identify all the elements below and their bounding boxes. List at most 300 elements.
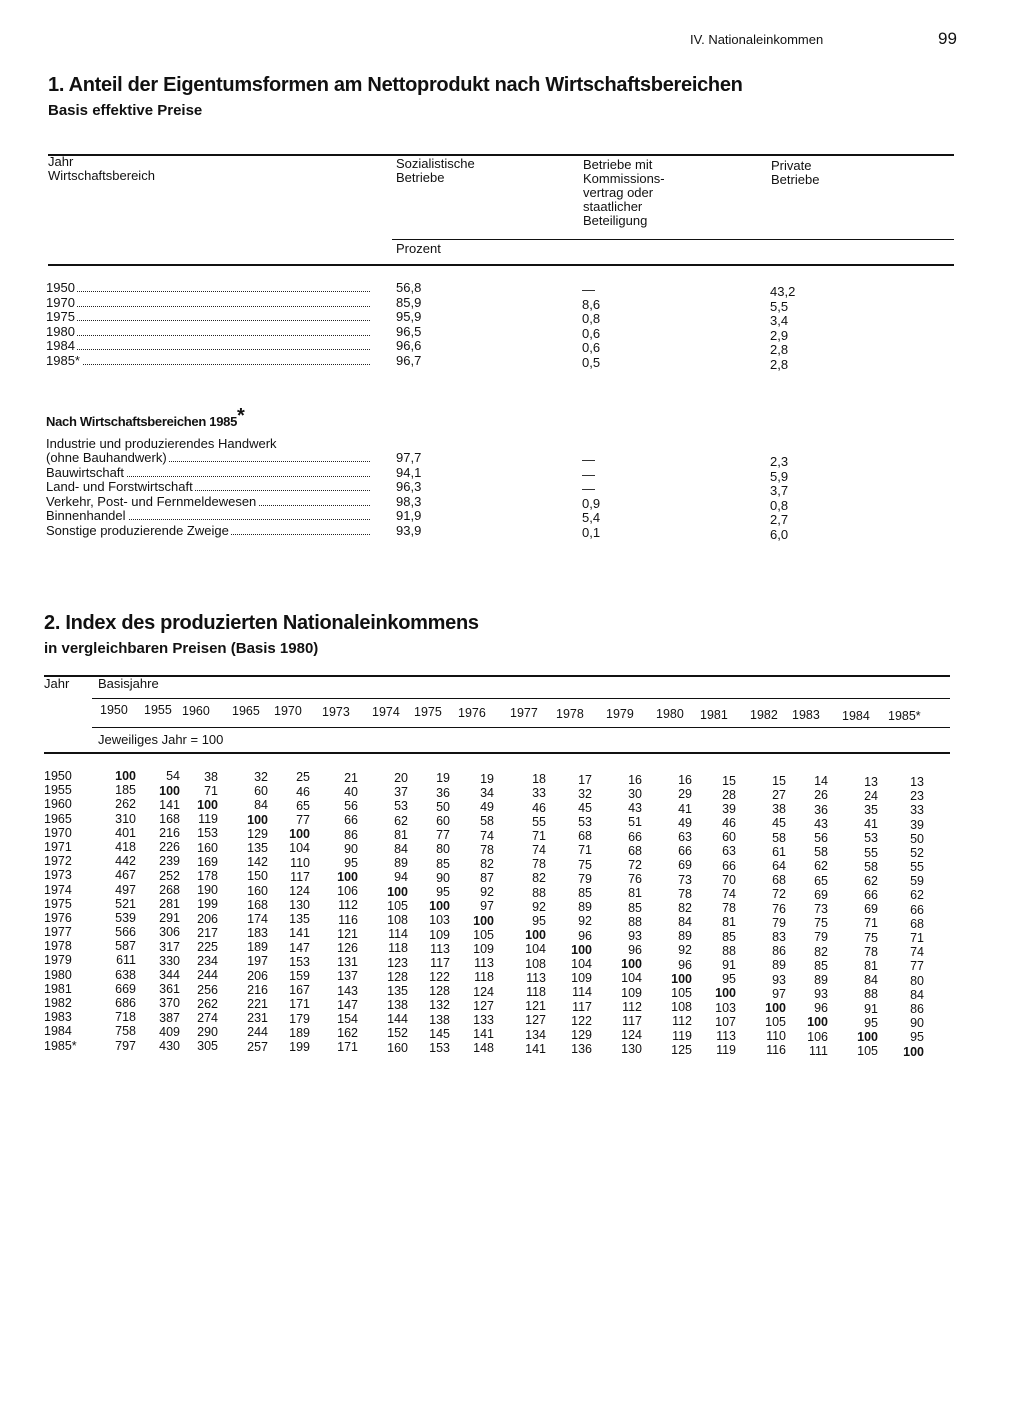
row-year: 1977 bbox=[44, 925, 72, 940]
index-cell: 73 bbox=[678, 872, 692, 887]
cell-c3: 6,0 bbox=[770, 527, 789, 542]
index-cell: 66 bbox=[864, 888, 878, 903]
index-cell: 122 bbox=[571, 1013, 592, 1028]
index-cell: 758 bbox=[115, 1024, 136, 1039]
index-cell: 113 bbox=[430, 941, 450, 956]
index-cell: 100 bbox=[807, 1015, 828, 1030]
row-year: 1975 bbox=[44, 896, 72, 911]
cell-c3: 3,7 bbox=[770, 483, 789, 499]
index-cell: 19 bbox=[480, 771, 494, 786]
index-cell: 171 bbox=[289, 997, 310, 1012]
cell-c1: 96,7 bbox=[396, 353, 422, 368]
row-label: Land- und Forstwirtschaft bbox=[46, 479, 193, 495]
index-cell: 110 bbox=[766, 1029, 786, 1044]
table2-unit: Jeweiliges Jahr = 100 bbox=[98, 732, 224, 747]
base-year-header: 1965 bbox=[232, 704, 260, 718]
index-cell: 84 bbox=[910, 987, 924, 1002]
index-cell: 147 bbox=[337, 997, 358, 1012]
table2-baseyear-rule bbox=[92, 727, 950, 728]
index-cell: 306 bbox=[159, 925, 180, 940]
index-cell: 86 bbox=[344, 827, 358, 842]
page-number: 99 bbox=[938, 29, 957, 48]
index-cell: 521 bbox=[115, 896, 136, 911]
index-cell: 103 bbox=[715, 1000, 736, 1015]
index-cell: 78 bbox=[532, 857, 546, 872]
row-year: 1965 bbox=[44, 811, 72, 826]
row-label: Verkehr, Post- und Fernmeldewesen bbox=[46, 493, 257, 509]
index-cell: 141 bbox=[473, 1027, 494, 1042]
index-cell: 38 bbox=[772, 802, 786, 817]
index-cell: 134 bbox=[525, 1027, 546, 1042]
index-cell: 256 bbox=[197, 982, 218, 997]
index-cell: 32 bbox=[254, 770, 268, 785]
index-cell: 97 bbox=[480, 899, 494, 914]
index-cell: 117 bbox=[572, 999, 592, 1014]
base-year-header: 1955 bbox=[144, 703, 172, 717]
cell-c2: 0,9 bbox=[582, 495, 601, 511]
index-cell: 330 bbox=[159, 953, 180, 968]
index-cell: 33 bbox=[910, 803, 924, 818]
index-cell: 109 bbox=[571, 971, 592, 986]
table2-group-rule bbox=[92, 698, 950, 699]
cell-c1: 91,9 bbox=[396, 508, 422, 524]
index-cell: 43 bbox=[628, 801, 642, 816]
cell-c2: 0,8 bbox=[582, 311, 601, 327]
row-year: 1983 bbox=[44, 1010, 72, 1025]
index-cell: 185 bbox=[115, 783, 136, 798]
index-cell: 141 bbox=[159, 797, 180, 812]
index-cell: 123 bbox=[387, 955, 408, 970]
index-cell: 71 bbox=[910, 931, 924, 945]
index-cell: 27 bbox=[772, 788, 786, 803]
cell-c1: 96,5 bbox=[396, 323, 422, 339]
cell-c2: — bbox=[582, 466, 595, 482]
index-cell: 113 bbox=[474, 956, 494, 971]
index-cell: 226 bbox=[159, 840, 180, 855]
index-cell: 73 bbox=[814, 901, 828, 916]
index-cell: 118 bbox=[388, 941, 408, 956]
index-cell: 56 bbox=[814, 831, 828, 845]
row-year: 1984 bbox=[44, 1024, 72, 1039]
table2-row bbox=[44, 1038, 964, 1059]
index-cell: 74 bbox=[532, 843, 546, 858]
index-cell: 78 bbox=[722, 901, 736, 916]
base-year-header: 1980 bbox=[656, 707, 684, 721]
table1-header-bottom-rule bbox=[48, 264, 954, 266]
index-cell: 244 bbox=[197, 968, 218, 983]
index-cell: 409 bbox=[159, 1024, 180, 1039]
index-cell: 68 bbox=[910, 916, 924, 931]
index-cell: 76 bbox=[628, 872, 642, 887]
index-cell: 81 bbox=[628, 886, 642, 901]
row-year: 1978 bbox=[44, 939, 72, 954]
index-cell: 119 bbox=[198, 812, 218, 827]
index-cell: 34 bbox=[480, 785, 494, 800]
index-cell: 317 bbox=[159, 939, 180, 954]
index-cell: 85 bbox=[722, 929, 736, 944]
index-cell: 68 bbox=[772, 873, 786, 888]
cell-c1: 98,3 bbox=[396, 493, 422, 509]
index-cell: 50 bbox=[436, 799, 450, 814]
index-cell: 82 bbox=[480, 856, 494, 871]
index-cell: 86 bbox=[772, 944, 786, 959]
index-cell: 66 bbox=[344, 813, 358, 828]
cell-c3: 3,4 bbox=[770, 313, 789, 329]
row-year: 1976 bbox=[44, 910, 72, 925]
index-cell: 23 bbox=[910, 789, 924, 804]
base-year-header: 1950 bbox=[100, 703, 128, 717]
cell-c1: 96,6 bbox=[396, 338, 422, 354]
table2-row bbox=[44, 839, 964, 860]
index-cell: 183 bbox=[247, 926, 268, 941]
index-cell: 16 bbox=[628, 772, 642, 787]
cell-c3: 2,9 bbox=[770, 327, 789, 343]
table2-row bbox=[44, 996, 964, 1016]
index-cell: 26 bbox=[814, 788, 828, 803]
index-cell: 611 bbox=[116, 953, 136, 968]
index-cell: 100 bbox=[671, 971, 692, 986]
table2-group-header: Basisjahre bbox=[98, 676, 159, 691]
cell-c2: 0,5 bbox=[582, 355, 601, 370]
table1-sector-first-line: Industrie und produzierendes Handwerk bbox=[46, 436, 277, 451]
table1-sector-heading bbox=[46, 405, 245, 432]
index-cell: 129 bbox=[247, 826, 268, 841]
cell-c3: 2,8 bbox=[770, 342, 789, 358]
cell-c1: 56,8 bbox=[396, 280, 422, 295]
index-cell: 221 bbox=[247, 997, 268, 1012]
index-cell: 20 bbox=[394, 771, 408, 786]
index-cell: 66 bbox=[628, 829, 642, 844]
index-cell: 100 bbox=[387, 884, 408, 899]
index-cell: 124 bbox=[473, 984, 494, 999]
table2-row bbox=[44, 925, 964, 945]
index-cell: 15 bbox=[772, 773, 786, 788]
index-cell: 252 bbox=[159, 868, 180, 883]
index-cell: 93 bbox=[772, 972, 786, 987]
index-cell: 84 bbox=[864, 973, 878, 988]
cell-c2: — bbox=[582, 282, 595, 297]
index-cell: 43 bbox=[814, 816, 828, 831]
index-cell: 206 bbox=[197, 911, 218, 926]
index-cell: 401 bbox=[115, 825, 136, 840]
index-cell: 141 bbox=[289, 926, 310, 941]
index-cell: 50 bbox=[910, 831, 924, 846]
table1-col-kommission: Betriebe mit Kommissions- vertrag oder staatlicher Beteiligung bbox=[583, 157, 665, 228]
index-cell: 111 bbox=[808, 1043, 828, 1058]
index-cell: 71 bbox=[532, 828, 546, 843]
table2-row bbox=[44, 797, 964, 818]
index-cell: 244 bbox=[247, 1025, 268, 1040]
index-cell: 95 bbox=[532, 914, 546, 929]
index-cell: 36 bbox=[436, 785, 450, 800]
index-cell: 77 bbox=[436, 828, 450, 843]
row-year: 1955 bbox=[44, 783, 72, 798]
index-cell: 147 bbox=[289, 940, 310, 955]
row-label: 1980 bbox=[46, 323, 75, 339]
index-cell: 135 bbox=[289, 912, 310, 927]
index-cell: 46 bbox=[722, 816, 736, 831]
index-cell: 105 bbox=[857, 1044, 878, 1059]
index-cell: 100 bbox=[903, 1044, 924, 1059]
index-cell: 216 bbox=[159, 826, 180, 841]
base-year-header: 1960 bbox=[182, 704, 210, 718]
index-cell: 55 bbox=[532, 814, 546, 829]
index-cell: 216 bbox=[247, 982, 268, 997]
index-cell: 142 bbox=[247, 855, 268, 870]
index-cell: 108 bbox=[525, 956, 546, 971]
index-cell: 75 bbox=[814, 916, 828, 931]
index-cell: 53 bbox=[864, 831, 878, 846]
index-cell: 128 bbox=[387, 969, 408, 984]
index-cell: 100 bbox=[857, 1029, 878, 1044]
table2-row bbox=[44, 811, 964, 832]
index-cell: 96 bbox=[678, 957, 692, 972]
table2-row bbox=[44, 967, 964, 988]
index-cell: 103 bbox=[429, 913, 450, 928]
index-cell: 110 bbox=[290, 855, 310, 870]
cell-c3: 2,3 bbox=[770, 454, 789, 469]
table2-row bbox=[44, 896, 964, 917]
index-cell: 51 bbox=[628, 815, 642, 830]
index-cell: 121 bbox=[525, 999, 546, 1014]
index-cell: 138 bbox=[429, 1012, 450, 1027]
index-cell: 129 bbox=[571, 1027, 592, 1042]
index-cell: 100 bbox=[571, 942, 592, 957]
index-cell: 90 bbox=[344, 841, 358, 856]
index-cell: 112 bbox=[672, 1014, 692, 1029]
index-cell: 29 bbox=[678, 787, 692, 802]
index-cell: 105 bbox=[765, 1015, 786, 1030]
index-cell: 136 bbox=[571, 1042, 592, 1057]
cell-c1: 95,9 bbox=[396, 309, 422, 325]
index-cell: 168 bbox=[247, 897, 268, 912]
dot-leader bbox=[46, 354, 370, 365]
cell-c3: 5,9 bbox=[770, 468, 789, 484]
table2-row bbox=[44, 981, 964, 1002]
index-cell: 137 bbox=[337, 969, 358, 984]
row-year: 1981 bbox=[44, 981, 72, 996]
index-cell: 58 bbox=[864, 859, 878, 874]
index-cell: 71 bbox=[204, 783, 218, 798]
index-cell: 74 bbox=[910, 945, 924, 960]
index-cell: 467 bbox=[115, 868, 136, 883]
index-cell: 81 bbox=[722, 915, 736, 930]
row-year: 1972 bbox=[44, 854, 72, 869]
table2-row bbox=[44, 825, 964, 846]
row-year: 1971 bbox=[44, 839, 72, 854]
index-cell: 114 bbox=[572, 985, 592, 1000]
index-cell: 69 bbox=[814, 887, 828, 902]
index-cell: 150 bbox=[247, 869, 268, 884]
table2-row bbox=[44, 854, 964, 875]
index-cell: 497 bbox=[115, 882, 136, 897]
index-cell: 112 bbox=[338, 898, 358, 913]
index-cell: 79 bbox=[814, 930, 828, 945]
index-cell: 153 bbox=[197, 826, 218, 841]
index-cell: 96 bbox=[814, 1001, 828, 1016]
index-cell: 78 bbox=[480, 842, 494, 857]
index-cell: 130 bbox=[621, 1042, 642, 1057]
cell-c3: 5,5 bbox=[770, 298, 789, 314]
index-cell: 162 bbox=[337, 1026, 358, 1041]
index-cell: 225 bbox=[197, 939, 218, 954]
index-cell: 566 bbox=[115, 925, 136, 940]
index-cell: 37 bbox=[394, 785, 408, 800]
index-cell: 77 bbox=[910, 959, 924, 974]
index-cell: 130 bbox=[289, 898, 310, 913]
index-cell: 63 bbox=[722, 844, 736, 859]
index-cell: 64 bbox=[772, 859, 786, 874]
index-cell: 387 bbox=[159, 1010, 180, 1025]
index-cell: 106 bbox=[807, 1029, 828, 1044]
index-cell: 41 bbox=[678, 801, 692, 816]
cell-c2: 0,1 bbox=[582, 525, 601, 540]
index-cell: 62 bbox=[864, 873, 878, 888]
cell-c2: 0,6 bbox=[582, 340, 601, 356]
index-cell: 121 bbox=[337, 926, 358, 941]
index-cell: 93 bbox=[628, 928, 642, 943]
index-cell: 62 bbox=[814, 859, 828, 874]
index-cell: 95 bbox=[722, 972, 736, 987]
index-cell: 52 bbox=[910, 845, 924, 860]
index-cell: 100 bbox=[115, 769, 136, 783]
index-cell: 104 bbox=[289, 841, 310, 856]
index-cell: 109 bbox=[621, 985, 642, 1000]
index-cell: 89 bbox=[394, 856, 408, 871]
row-label: Bauwirtschaft bbox=[46, 464, 125, 480]
index-cell: 160 bbox=[247, 883, 268, 898]
index-cell: 587 bbox=[115, 939, 136, 954]
row-year: 1979 bbox=[44, 953, 72, 968]
table2-row bbox=[44, 769, 964, 789]
index-cell: 686 bbox=[115, 996, 136, 1010]
index-cell: 119 bbox=[672, 1028, 692, 1043]
index-cell: 18 bbox=[532, 772, 546, 787]
index-cell: 154 bbox=[337, 1011, 358, 1026]
index-cell: 189 bbox=[289, 1025, 310, 1040]
index-cell: 159 bbox=[289, 969, 310, 984]
index-cell: 71 bbox=[578, 843, 592, 858]
index-cell: 152 bbox=[387, 1026, 408, 1041]
index-cell: 66 bbox=[910, 902, 924, 917]
index-cell: 76 bbox=[772, 901, 786, 916]
index-cell: 85 bbox=[628, 900, 642, 915]
index-cell: 281 bbox=[159, 897, 180, 912]
index-cell: 128 bbox=[429, 984, 450, 999]
index-cell: 82 bbox=[814, 944, 828, 959]
index-cell: 190 bbox=[197, 883, 218, 898]
index-cell: 117 bbox=[290, 869, 310, 884]
index-cell: 262 bbox=[197, 996, 218, 1011]
index-cell: 81 bbox=[394, 827, 408, 842]
index-cell: 46 bbox=[296, 784, 310, 799]
row-year: 1973 bbox=[44, 868, 72, 883]
base-year-header: 1983 bbox=[792, 708, 820, 722]
index-cell: 257 bbox=[247, 1039, 268, 1054]
index-cell: 58 bbox=[480, 814, 494, 829]
table2-stub-header: Jahr bbox=[44, 676, 70, 691]
index-cell: 95 bbox=[910, 1030, 924, 1045]
cell-c1: 94,1 bbox=[396, 464, 422, 480]
row-year: 1970 bbox=[44, 825, 72, 840]
index-cell: 100 bbox=[525, 928, 546, 943]
index-cell: 88 bbox=[864, 987, 878, 1002]
index-cell: 160 bbox=[387, 1040, 408, 1055]
index-cell: 54 bbox=[166, 769, 180, 784]
index-cell: 53 bbox=[578, 815, 592, 830]
cell-c2: 5,4 bbox=[582, 510, 601, 526]
index-cell: 94 bbox=[394, 870, 408, 885]
index-cell: 62 bbox=[910, 888, 924, 903]
index-cell: 132 bbox=[429, 998, 450, 1013]
base-year-header: 1984 bbox=[842, 709, 870, 723]
index-cell: 95 bbox=[864, 1015, 878, 1030]
index-cell: 89 bbox=[772, 958, 786, 973]
index-cell: 127 bbox=[525, 1013, 546, 1028]
index-cell: 82 bbox=[678, 900, 692, 915]
index-cell: 105 bbox=[671, 986, 692, 1000]
index-cell: 72 bbox=[628, 857, 642, 872]
index-cell: 239 bbox=[159, 854, 180, 869]
index-cell: 171 bbox=[337, 1040, 358, 1055]
index-cell: 79 bbox=[772, 915, 786, 930]
row-year: 1985* bbox=[44, 1038, 77, 1053]
index-cell: 100 bbox=[621, 957, 642, 972]
index-cell: 107 bbox=[715, 1014, 736, 1029]
index-cell: 124 bbox=[621, 1028, 642, 1043]
table1-unit: Prozent bbox=[396, 241, 441, 256]
index-cell: 217 bbox=[197, 925, 218, 940]
index-cell: 117 bbox=[622, 1014, 642, 1029]
table2-row bbox=[44, 1010, 964, 1031]
index-cell: 86 bbox=[910, 1001, 924, 1016]
index-cell: 268 bbox=[159, 882, 180, 897]
cell-c1: 85,9 bbox=[396, 294, 422, 310]
base-year-header: 1978 bbox=[556, 707, 584, 721]
row-label: Binnenhandel bbox=[46, 508, 126, 524]
index-cell: 45 bbox=[578, 800, 592, 815]
index-cell: 32 bbox=[578, 786, 592, 801]
index-cell: 30 bbox=[628, 787, 642, 802]
index-cell: 88 bbox=[628, 914, 642, 929]
index-cell: 127 bbox=[473, 998, 494, 1013]
index-cell: 24 bbox=[864, 788, 878, 803]
table2-row bbox=[44, 882, 964, 903]
index-cell: 231 bbox=[247, 1011, 268, 1026]
index-cell: 21 bbox=[344, 770, 358, 785]
index-cell: 60 bbox=[254, 784, 268, 799]
index-cell: 89 bbox=[678, 929, 692, 944]
index-cell: 153 bbox=[289, 954, 310, 969]
index-cell: 77 bbox=[296, 812, 310, 827]
index-cell: 75 bbox=[578, 857, 592, 872]
index-cell: 106 bbox=[337, 884, 358, 899]
index-cell: 39 bbox=[910, 817, 924, 832]
table1-sector-heading-text: Nach Wirtschaftsbereichen 1985 bbox=[46, 414, 238, 429]
index-cell: 68 bbox=[578, 829, 592, 844]
cell-c3: 0,8 bbox=[770, 497, 789, 513]
index-cell: 100 bbox=[289, 827, 310, 842]
index-cell: 116 bbox=[766, 1043, 786, 1058]
cell-c3: 2,8 bbox=[770, 357, 789, 372]
index-cell: 95 bbox=[436, 884, 450, 899]
index-cell: 53 bbox=[394, 799, 408, 814]
index-cell: 143 bbox=[337, 983, 358, 998]
index-cell: 160 bbox=[197, 840, 218, 855]
index-cell: 100 bbox=[159, 783, 180, 798]
index-cell: 63 bbox=[678, 829, 692, 844]
dot-leader bbox=[46, 310, 370, 321]
